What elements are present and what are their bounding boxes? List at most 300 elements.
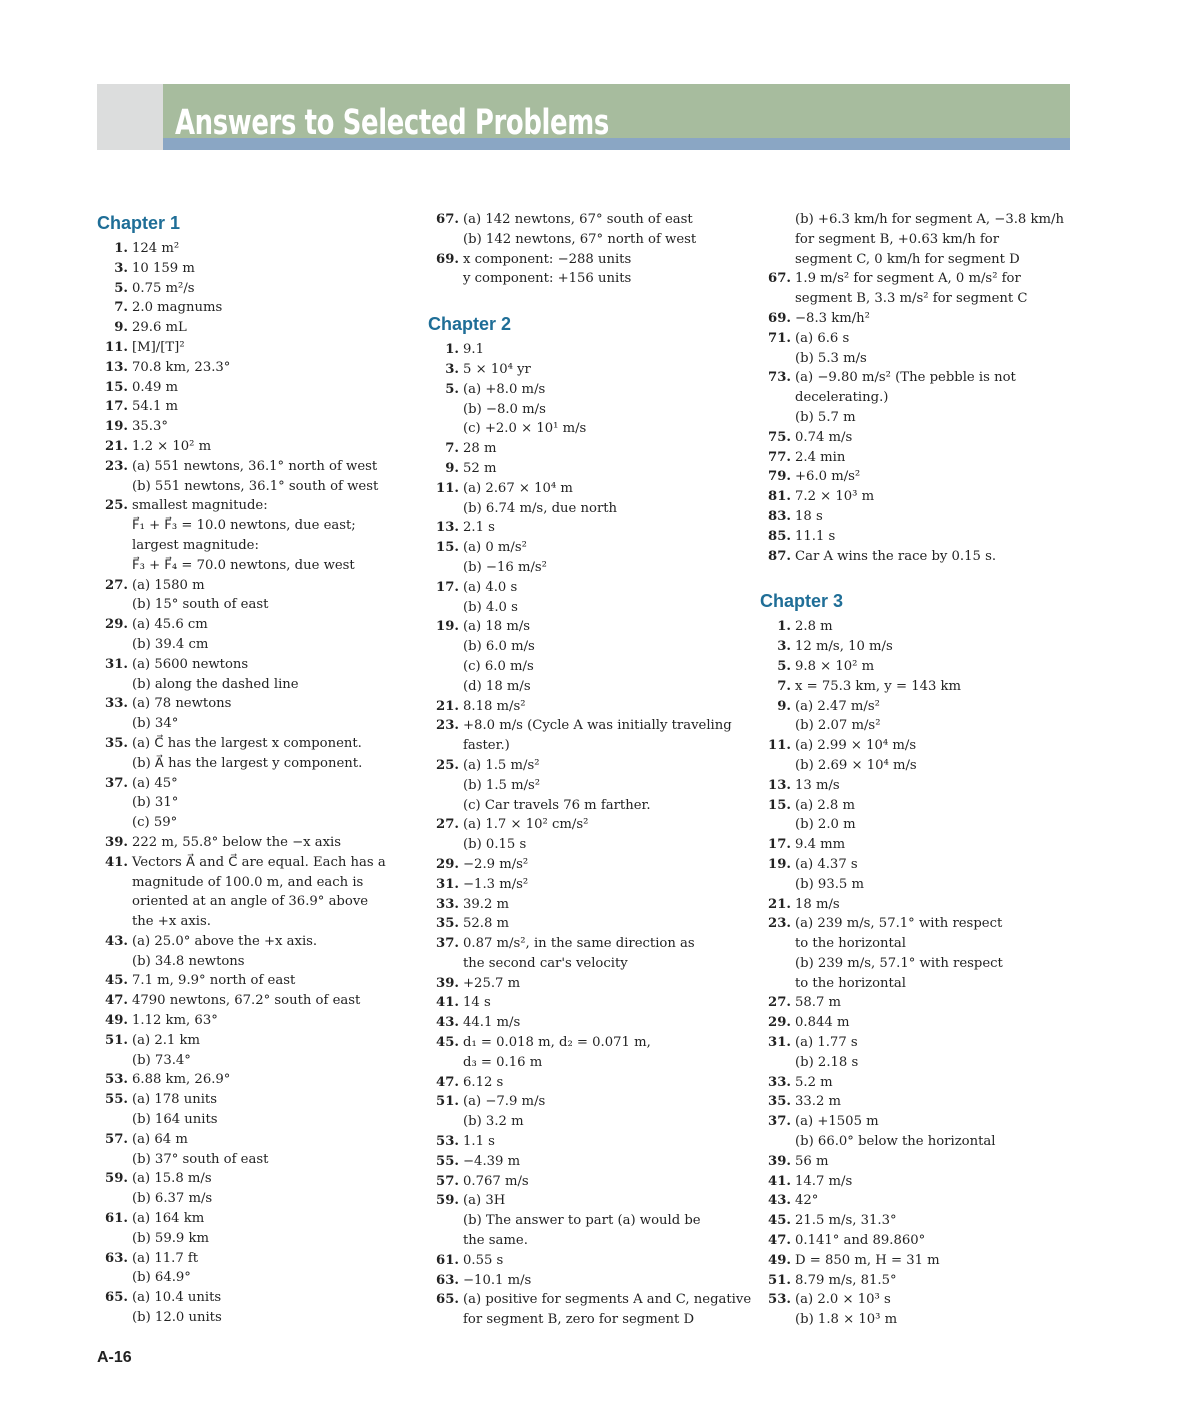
answer-entry [760, 835, 1080, 855]
problem-number: 9. [777, 698, 791, 714]
answer-text: (a) 164 km [132, 1211, 205, 1227]
answer-continuation [97, 1268, 397, 1288]
answer-entry [97, 655, 397, 675]
answer-continuation [97, 1110, 397, 1130]
answer-continuation [760, 934, 1080, 954]
problem-number: 23. [768, 916, 791, 932]
problem-number: 15. [768, 797, 791, 813]
answer-entry [97, 259, 397, 279]
problem-number: 11. [436, 480, 459, 496]
answer-entry [97, 1130, 397, 1150]
answer-text: 5.2 m [795, 1074, 833, 1090]
answer-text: (a) C⃗ has the largest x component. [132, 735, 362, 751]
answer-continuation [97, 675, 397, 695]
problem-number: 1. [777, 619, 791, 635]
answer-text: 2.8 m [795, 619, 833, 635]
answer-text: segment C, 0 km/h for segment D [795, 251, 1020, 267]
problem-number: 45. [436, 1035, 459, 1051]
problem-number: 3. [445, 361, 459, 377]
answers-column-3 [760, 210, 1080, 1330]
answer-text: (b) 1.5 m/s² [463, 777, 541, 793]
answer-entry [97, 1011, 397, 1031]
answer-text: (b) 551 newtons, 36.1° south of west [132, 478, 379, 494]
answer-text: (b) 64.9° [132, 1270, 191, 1286]
problem-number: 39. [768, 1153, 791, 1169]
answer-continuation [97, 1229, 397, 1249]
answer-text: y component: +156 units [463, 271, 632, 287]
answer-text: (a) 142 newtons, 67° south of east [463, 212, 693, 227]
answer-entry [97, 694, 397, 714]
answer-text: 42° [795, 1193, 819, 1209]
answer-text: (a) 2.1 km [132, 1032, 201, 1048]
answer-text: the +x axis. [132, 914, 211, 930]
answer-entry [428, 1013, 748, 1033]
answer-continuation [97, 1150, 397, 1170]
answer-continuation [97, 635, 397, 655]
answer-entry [428, 1033, 748, 1053]
answer-entry [760, 1211, 1080, 1231]
answer-text: (b) 59.9 km [132, 1230, 209, 1246]
answer-text: 2.1 s [463, 520, 495, 536]
answer-text: x = 75.3 km, y = 143 km [795, 678, 962, 694]
answer-entry [760, 448, 1080, 468]
answer-entry [760, 1290, 1080, 1310]
problem-number: 13. [105, 359, 128, 375]
answer-text: −2.9 m/s² [463, 856, 529, 872]
problem-number: 41. [436, 995, 459, 1011]
answer-entry [97, 971, 397, 991]
answer-text: (b) 31° [132, 795, 179, 811]
answer-text: 10 159 m [132, 260, 195, 276]
answer-continuation [428, 835, 748, 855]
answer-entry [760, 329, 1080, 349]
answer-entry [97, 774, 397, 794]
answer-text: −10.1 m/s [463, 1272, 532, 1288]
answer-entry [428, 716, 748, 736]
problem-number: 47. [768, 1233, 791, 1249]
answer-text: (b) 15° south of east [132, 597, 269, 613]
problem-number: 61. [436, 1252, 459, 1268]
answer-entry [97, 1249, 397, 1269]
answer-text: largest magnitude: [132, 537, 259, 553]
problem-number: 17. [768, 837, 791, 853]
answer-entry [97, 417, 397, 437]
answer-text: 1.9 m/s² for segment A, 0 m/s² for [795, 271, 1021, 287]
answer-text: 9.4 mm [795, 837, 846, 853]
answer-entry [428, 914, 748, 934]
answer-text: 13 m/s [795, 777, 840, 793]
answer-entry [428, 815, 748, 835]
answer-text: (b) +6.3 km/h for segment A, −3.8 km/h [795, 212, 1064, 227]
answer-entry [97, 239, 397, 259]
answer-text: 9.8 × 10² m [795, 658, 875, 674]
answer-text: (b) 6.74 m/s, due north [463, 500, 618, 516]
answer-continuation [760, 974, 1080, 994]
answer-text: 222 m, 55.8° below the −x axis [132, 834, 342, 850]
answer-continuation [760, 1053, 1080, 1073]
answer-text: for segment B, zero for segment D [463, 1312, 695, 1328]
answer-text: Vectors A⃗ and C⃗ are equal. Each has a [132, 854, 386, 870]
answer-entry [428, 1271, 748, 1291]
answer-entry [760, 547, 1080, 567]
answer-text: (a) 551 newtons, 36.1° north of west [132, 458, 378, 474]
answer-entry [760, 1013, 1080, 1033]
answer-continuation [97, 873, 397, 893]
problem-number: 39. [436, 975, 459, 991]
answer-text: 28 m [463, 441, 497, 457]
answer-continuation [97, 952, 397, 972]
problem-number: 31. [105, 656, 128, 672]
answer-entry [760, 736, 1080, 756]
answer-text: (a) 1.77 s [795, 1035, 858, 1051]
answer-text: (a) 11.7 ft [132, 1250, 199, 1266]
answer-text: 0.767 m/s [463, 1173, 529, 1189]
answer-text: x component: −288 units [463, 251, 632, 267]
problem-number: 41. [105, 854, 128, 870]
answer-entry [97, 991, 397, 1011]
answer-text: 0.75 m²/s [132, 280, 195, 296]
answer-continuation [428, 1112, 748, 1132]
answer-text: (a) −7.9 m/s [463, 1094, 546, 1110]
answer-text: (b) 1.8 × 10³ m [795, 1312, 898, 1328]
answer-text: (a) 2.8 m [795, 797, 856, 813]
answer-continuation [760, 875, 1080, 895]
answer-entry [97, 1031, 397, 1051]
problem-number: 69. [768, 310, 791, 326]
answer-text: 52.8 m [463, 916, 510, 932]
answer-text: (a) 6.6 s [795, 330, 850, 346]
answer-entry [97, 1169, 397, 1189]
answer-entry [428, 974, 748, 994]
answer-text: 7.1 m, 9.9° north of east [132, 973, 296, 989]
answer-entry [760, 895, 1080, 915]
answer-text: the same. [463, 1233, 528, 1249]
problem-number: 33. [105, 696, 128, 712]
problem-number: 41. [768, 1173, 791, 1189]
answer-text: (b) 4.0 s [463, 599, 518, 615]
answer-text: to the horizontal [795, 975, 906, 991]
answers-column-2 [428, 210, 752, 1330]
answer-text: d₃ = 0.16 m [463, 1054, 543, 1070]
problem-number: 3. [114, 260, 128, 276]
answer-text: F⃗₁ + F⃗₃ = 10.0 newtons, due east; [132, 518, 356, 534]
answer-text: segment B, 3.3 m/s² for segment C [795, 291, 1028, 307]
answer-entry [97, 397, 397, 417]
problem-number: 83. [768, 508, 791, 524]
answer-text: (a) +1505 m [795, 1114, 879, 1130]
answer-continuation [428, 1211, 748, 1231]
answer-text: (a) 3H [463, 1193, 506, 1209]
answer-entry [428, 479, 748, 499]
answer-text: (b) 93.5 m [795, 876, 864, 892]
problem-number: 53. [768, 1292, 791, 1308]
answer-text: 39.2 m [463, 896, 510, 912]
answer-text: 14 s [463, 995, 491, 1011]
answer-text: 6.88 km, 26.9° [132, 1072, 231, 1088]
answer-text: (a) 2.67 × 10⁴ m [463, 480, 573, 496]
answer-continuation [97, 536, 397, 556]
problem-number: 5. [445, 381, 459, 397]
answer-text: (a) positive for segments A and C, negative [463, 1292, 752, 1308]
answer-continuation [760, 1310, 1080, 1330]
problem-number: 61. [105, 1211, 128, 1227]
answer-text: 9.1 [463, 342, 484, 358]
problem-number: 57. [105, 1131, 128, 1147]
answer-entry [428, 855, 748, 875]
answer-text: (b) −16 m/s² [463, 559, 547, 575]
answer-continuation [97, 714, 397, 734]
answer-continuation [760, 230, 1080, 250]
answer-continuation [760, 388, 1080, 408]
answer-entry [760, 309, 1080, 329]
answer-entry [428, 439, 748, 459]
answer-text: 1.1 s [463, 1134, 495, 1150]
problem-number: 15. [436, 540, 459, 556]
problem-number: 19. [436, 619, 459, 635]
page-title: Answers to Selected Problems [175, 103, 609, 143]
problem-number: 7. [777, 678, 791, 694]
answer-entry [428, 993, 748, 1013]
answer-continuation [428, 776, 748, 796]
problem-number: 33. [768, 1074, 791, 1090]
problem-number: 35. [105, 735, 128, 751]
answer-text: (a) 178 units [132, 1092, 217, 1108]
answer-continuation [428, 637, 748, 657]
answer-text: the second car's velocity [463, 955, 628, 971]
answer-text: for segment B, +0.63 km/h for [795, 231, 1000, 247]
answer-entry [760, 507, 1080, 527]
answer-text: 11.1 s [795, 528, 836, 544]
answer-text: (a) 4.37 s [795, 856, 858, 872]
answer-entry [760, 677, 1080, 697]
problem-number: 87. [768, 548, 791, 564]
answer-text: Car A wins the race by 0.15 s. [795, 548, 997, 564]
problem-number: 5. [777, 658, 791, 674]
problem-number: 85. [768, 528, 791, 544]
answer-text: (b) 2.69 × 10⁴ m/s [795, 757, 917, 773]
answer-text: (c) +2.0 × 10¹ m/s [463, 421, 587, 437]
answer-continuation [760, 815, 1080, 835]
answer-text: 33.2 m [795, 1094, 842, 1110]
problem-number: 49. [768, 1252, 791, 1268]
problem-number: 65. [105, 1290, 128, 1306]
answer-entry [760, 269, 1080, 289]
answer-text: 21.5 m/s, 31.3° [795, 1213, 897, 1229]
problem-number: 51. [768, 1272, 791, 1288]
answer-text: [M]/[T]² [132, 339, 185, 355]
problem-number: 21. [105, 438, 128, 454]
answer-text: −8.3 km/h² [795, 310, 870, 326]
answer-text: (b) 5.7 m [795, 409, 856, 425]
answer-text: (b) along the dashed line [132, 676, 299, 692]
answer-continuation [760, 210, 1080, 230]
chapter-heading: Chapter 3 [760, 591, 844, 612]
problem-number: 1. [114, 241, 128, 256]
answer-text: 1.2 × 10² m [132, 438, 212, 454]
answer-continuation [428, 230, 748, 250]
answer-text: (a) 0 m/s² [463, 540, 527, 556]
answer-entry [97, 457, 397, 477]
problem-number: 7. [445, 441, 459, 457]
answer-entry [760, 1112, 1080, 1132]
answer-text: (b) 34.8 newtons [132, 953, 245, 969]
problem-number: 37. [436, 936, 459, 952]
answer-entry [97, 932, 397, 952]
problem-number: 81. [768, 489, 791, 505]
answer-text: 18 s [795, 508, 823, 524]
answer-entry [428, 617, 748, 637]
answer-text: (b) 37° south of east [132, 1151, 269, 1167]
answer-text: (b) 3.2 m [463, 1114, 524, 1130]
answer-text: 35.3° [132, 419, 168, 435]
answer-entry [760, 1152, 1080, 1172]
answer-text: +25.7 m [463, 975, 521, 991]
problem-number: 25. [436, 757, 459, 773]
answer-text: d₁ = 0.018 m, d₂ = 0.071 m, [463, 1035, 651, 1051]
answer-text: (a) 15.8 m/s [132, 1171, 212, 1187]
answer-text: 1.12 km, 63° [132, 1013, 218, 1029]
answer-text: 7.2 × 10³ m [795, 489, 875, 505]
answer-continuation [428, 657, 748, 677]
problem-number: 17. [105, 399, 128, 415]
answer-entry [428, 756, 748, 776]
answer-text: 44.1 m/s [463, 1015, 521, 1031]
problem-number: 43. [105, 933, 128, 949]
problem-number: 39. [105, 834, 128, 850]
problem-number: 19. [105, 419, 128, 435]
answer-text: 0.55 s [463, 1252, 504, 1268]
answer-entry [760, 527, 1080, 547]
answer-continuation [428, 677, 748, 697]
answer-entry [760, 914, 1080, 934]
problem-number: 37. [768, 1114, 791, 1130]
problem-number: 73. [768, 370, 791, 386]
chapter-heading: Chapter 2 [428, 314, 512, 335]
answer-entry [760, 697, 1080, 717]
answer-text: (a) 2.47 m/s² [795, 698, 880, 714]
problem-number: 31. [436, 876, 459, 892]
answer-text: (b) 12.0 units [132, 1310, 222, 1326]
answer-text: oriented at an angle of 36.9° above [132, 894, 369, 910]
answer-entry [428, 895, 748, 915]
answer-continuation [97, 912, 397, 932]
answer-text: (b) 239 m/s, 57.1° with respect [795, 955, 1003, 971]
problem-number: 5. [114, 280, 128, 296]
answer-text: 56 m [795, 1153, 829, 1169]
section-spacer [760, 566, 1080, 588]
answer-text: (d) 18 m/s [463, 678, 531, 694]
answer-text: −1.3 m/s² [463, 876, 529, 892]
answer-text: (b) 164 units [132, 1112, 218, 1128]
answer-text: 12 m/s, 10 m/s [795, 639, 893, 655]
answer-continuation [97, 1051, 397, 1071]
problem-number: 45. [105, 973, 128, 989]
problem-number: 31. [768, 1035, 791, 1051]
problem-number: 51. [436, 1094, 459, 1110]
answer-continuation [428, 1231, 748, 1251]
answer-entry [428, 538, 748, 558]
problem-number: 23. [436, 718, 459, 734]
answer-entry [760, 1231, 1080, 1251]
answer-text: (b) 2.07 m/s² [795, 718, 881, 734]
answer-text: (b) 66.0° below the horizontal [795, 1134, 996, 1150]
problem-number: 79. [768, 469, 791, 485]
answer-text: smallest magnitude: [132, 498, 268, 514]
answer-entry [760, 657, 1080, 677]
answer-text: (b) 34° [132, 716, 179, 732]
answer-entry [428, 360, 748, 380]
answer-continuation [97, 477, 397, 497]
problem-number: 53. [436, 1134, 459, 1150]
problem-number: 3. [777, 639, 791, 655]
answer-text: −4.39 m [463, 1153, 521, 1169]
answer-entry [97, 1090, 397, 1110]
answer-text: (c) 6.0 m/s [463, 658, 534, 674]
answer-text: +8.0 m/s (Cycle A was initially traveling [463, 718, 732, 734]
answer-entry [97, 734, 397, 754]
answer-text: (a) 45.6 cm [132, 617, 208, 633]
answer-continuation [428, 269, 748, 289]
answer-entry [760, 428, 1080, 448]
answer-entry [97, 1070, 397, 1090]
problem-number: 11. [768, 738, 791, 754]
answer-text: (a) 2.0 × 10³ s [795, 1292, 891, 1308]
answer-entry [97, 358, 397, 378]
answer-text: 124 m² [132, 241, 180, 256]
answer-continuation [760, 250, 1080, 270]
answer-entry [428, 934, 748, 954]
problem-number: 17. [436, 579, 459, 595]
answer-text: (a) 64 m [132, 1131, 188, 1147]
answer-text: (b) 6.0 m/s [463, 639, 535, 655]
answer-entry [760, 368, 1080, 388]
answer-continuation [97, 892, 397, 912]
answer-continuation [760, 756, 1080, 776]
answer-entry [428, 459, 748, 479]
problem-number: 55. [436, 1153, 459, 1169]
section-spacer [428, 289, 748, 311]
problem-number: 23. [105, 458, 128, 474]
answer-continuation [760, 349, 1080, 369]
problem-number: 29. [105, 617, 128, 633]
problem-number: 29. [436, 856, 459, 872]
problem-number: 57. [436, 1173, 459, 1189]
answer-entry [428, 1251, 748, 1271]
answer-text: (b) The answer to part (a) would be [463, 1213, 701, 1229]
problem-number: 35. [436, 916, 459, 932]
problem-number: 59. [436, 1193, 459, 1209]
answer-entry [97, 576, 397, 596]
answer-text: 14.7 m/s [795, 1173, 853, 1189]
answer-entry [760, 617, 1080, 637]
answer-entry [97, 1209, 397, 1229]
problem-number: 27. [768, 995, 791, 1011]
answer-text: 0.844 m [795, 1015, 850, 1031]
problem-number: 45. [768, 1213, 791, 1229]
answer-entry [428, 1092, 748, 1112]
answer-continuation [760, 954, 1080, 974]
answer-text: (a) +8.0 m/s [463, 381, 546, 397]
answer-text: (b) 39.4 cm [132, 636, 209, 652]
answer-continuation [428, 558, 748, 578]
answer-text: 5 × 10⁴ yr [463, 361, 531, 377]
answer-text: (a) 45° [132, 775, 178, 791]
answer-continuation [428, 736, 748, 756]
problem-number: 49. [105, 1013, 128, 1029]
answer-text: 8.18 m/s² [463, 698, 526, 714]
answer-continuation [760, 716, 1080, 736]
answer-text: D = 850 m, H = 31 m [795, 1252, 940, 1268]
